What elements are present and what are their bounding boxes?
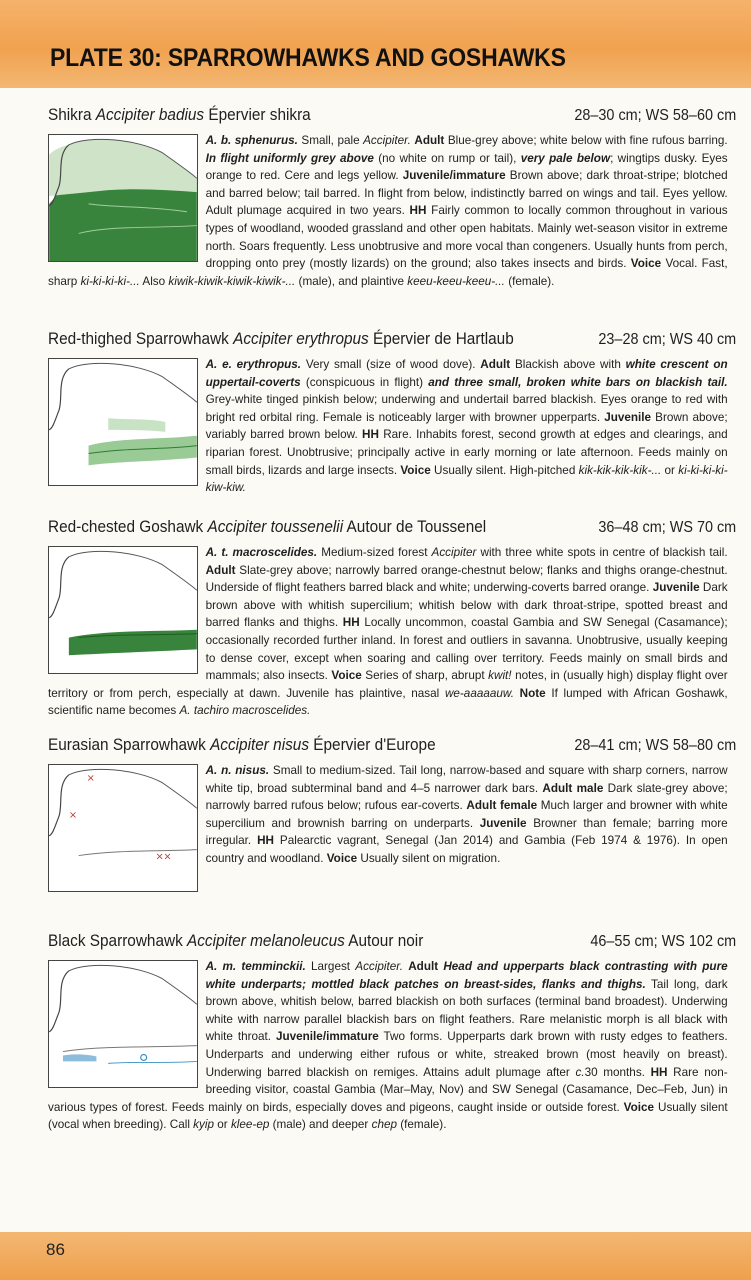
- size-measure: 46–55 cm; WS 102 cm: [590, 933, 737, 950]
- text-span: (male) and deeper: [269, 1117, 372, 1132]
- text-span: Largest: [305, 959, 356, 973]
- species-name: [48, 106, 311, 125]
- text-span: Usually silent (vocal when breeding). Call: [48, 1099, 728, 1132]
- approx-abbrev: c.: [575, 1064, 585, 1079]
- scientific-name: Accipiter nisus: [210, 736, 309, 754]
- french-name: Épervier shikra: [208, 106, 311, 124]
- text-span: or: [214, 1117, 231, 1132]
- text-span: Dark slate-grey above; narrowly barred rufous below; rufous ear-coverts.: [205, 780, 728, 813]
- subspecies-name: A. b. sphenurus.: [205, 133, 298, 147]
- text-span: If lumped with African Goshawk, scientific name becomes: [48, 685, 728, 718]
- page-number: 86: [46, 1240, 65, 1259]
- text-span: (male), and plaintive: [295, 273, 408, 288]
- entry-body: [48, 762, 738, 868]
- species-name: [48, 330, 514, 349]
- call-text: keeu-keeu-keeu-...: [407, 273, 505, 288]
- plate-title: PLATE 30: SPARROWHAWKS AND GOSHAWKS: [50, 44, 566, 72]
- juvenile-label: Juvenile: [652, 580, 700, 595]
- entry-heading: [48, 932, 736, 956]
- flight-feature: In flight uniformly grey above: [205, 150, 374, 165]
- text-span: Vocal. Fast, sharp: [48, 256, 728, 288]
- text-span: 30 months.: [584, 1064, 651, 1079]
- text-span: Blackish above with: [510, 357, 626, 371]
- species-entry-red-thighed-sparrowhawk: [48, 330, 738, 497]
- text-span: Tail long, dark brown above, whitish below, barred blackish on both surfaces (terminal band broadest). Underwing white with narrow parallel blackish bars on flight feathers. Rare melanistic morph is all black with white throat.: [205, 976, 728, 1044]
- call-text: ki-ki-ki-ki-...: [80, 273, 140, 288]
- subspecies-name: A. e. erythropus.: [205, 357, 302, 371]
- habitat-label: HH: [257, 833, 274, 848]
- alternate-scientific-name: A. tachiro macroscelides.: [179, 703, 311, 718]
- note-label: Note: [519, 685, 546, 700]
- call-text: kiwik-kiwik-kiwik-kiwik-...: [168, 273, 296, 288]
- adult-female-label: Adult female: [466, 798, 538, 813]
- subspecies-name: A. n. nisus.: [205, 763, 270, 777]
- svg-text:×: ×: [163, 851, 172, 863]
- juvenile-label: Juvenile: [479, 815, 527, 830]
- voice-label: Voice: [630, 256, 662, 271]
- adult-male-label: Adult male: [542, 780, 604, 795]
- habitat-label: HH: [342, 615, 360, 630]
- french-name: Autour de Toussenel: [346, 518, 487, 536]
- entry-body: [48, 356, 738, 497]
- species-entry-black-sparrowhawk: [48, 932, 738, 1134]
- text-span: Two forms. Upperparts dark brown with rusty edges to feathers. Underparts and underwing either rufous or white, streaked brown (most heavily on breast). Underwing barred blackish on remiges. Attains adult plumage after: [205, 1029, 728, 1079]
- habitat-label: HH: [650, 1064, 668, 1079]
- voice-label: Voice: [331, 668, 362, 683]
- juvenile-label: Juvenile/immature: [402, 168, 506, 183]
- common-name: Red-thighed Sparrowhawk: [48, 330, 229, 348]
- text-span: (no white on rump or tail),: [373, 150, 521, 165]
- text-span: Rare. Inhabits forest, second growth at edges and clearings, and riparian forest. Unobtrusive; principally active in early morning or late afternoon. Feeds mainly on small birds, lizards and large insects.: [205, 427, 728, 477]
- call-text: kik-kik-kik-kik-...: [578, 462, 662, 477]
- call-text: ki-ki-ki-ki-kiw-kiw.: [205, 462, 728, 495]
- species-description: [48, 544, 728, 720]
- french-name: Épervier d'Europe: [313, 736, 436, 754]
- adult-label: Adult: [408, 959, 439, 973]
- size-measure: 28–41 cm; WS 58–80 cm: [574, 737, 737, 754]
- species-description: [48, 958, 728, 1134]
- adult-label: Adult: [205, 562, 236, 577]
- text-span: Fairly common to locally common throughout in various types of woodland, wooded grassland and other open habitats. Mainly wet-season visitor in extreme north. Soars frequently. Less unobtrusive and more vocal than congeners. Usually hunts from perch, dropping onto prey (mostly lizards) on the ground; also takes insects and birds.: [205, 203, 728, 271]
- text-span: Series of sharp, abrupt: [361, 668, 489, 683]
- text-span: Locally uncommon, coastal Gambia and SW Senegal (Casamance); occasionally recorded further inland. In forest and outliers in savanna. Unobtrusive, usually keeping to dense cover, except when soaring and calling over territory. Feeds mainly on small birds and mammals; also insects.: [205, 615, 728, 683]
- subspecies-name: A. m. temminckii.: [205, 959, 306, 973]
- text-span: notes, in (usually high) display flight over territory or from perch, especially at dawn. Juvenile has plaintive, nasal: [48, 668, 728, 700]
- voice-label: Voice: [623, 1099, 655, 1114]
- juvenile-label: Juvenile: [604, 409, 652, 424]
- text-span: Brown above; dark throat-stripe; blotched and barred below; tail barred. In flight from below, indistinctly barred on wings and tail. Eyes yellow. Adult plumage acquired in two years.: [205, 168, 728, 218]
- text-span: or: [661, 462, 679, 477]
- flight-feature: very pale below: [520, 150, 611, 165]
- text-span: Small to medium-sized. Tail long, narrow-based and square with sharp corners, narrow white tip, broad subterminal band and 4–5 narrower dark bars.: [205, 763, 728, 795]
- call-text: we-aaaaauw.: [444, 685, 514, 700]
- scientific-name: Accipiter toussenelii: [207, 518, 344, 536]
- text-span: Also: [139, 273, 169, 288]
- call-text: kwit!: [488, 668, 512, 683]
- species-entry-eurasian-sparrowhawk: [48, 736, 738, 892]
- french-name: Épervier de Hartlaub: [372, 330, 514, 348]
- entry-heading: [48, 106, 736, 130]
- species-name: [48, 932, 423, 951]
- scientific-name: Accipiter erythropus: [233, 330, 369, 348]
- size-measure: 36–48 cm; WS 70 cm: [598, 519, 737, 536]
- svg-text:×: ×: [68, 810, 78, 822]
- entry-body: [48, 958, 738, 1134]
- text-span: Palearctic vagrant, Senegal (Jan 2014) and Gambia (Feb 1974 & 1976). In open country and woodland.: [205, 833, 728, 865]
- text-span: (conspicuous in flight): [300, 374, 429, 389]
- common-name: Black Sparrowhawk: [48, 932, 183, 950]
- species-description: [48, 132, 728, 290]
- text-span: Medium-sized forest: [317, 545, 432, 559]
- footer-band: [0, 1232, 751, 1280]
- species-name: [48, 736, 436, 755]
- species-description: [48, 762, 728, 868]
- text-span: (female).: [396, 1117, 447, 1132]
- entry-body: [48, 544, 738, 720]
- subspecies-name: A. t. macroscelides.: [205, 545, 318, 559]
- genus-name: Accipiter.: [355, 959, 404, 973]
- field-mark: white crescent on uppertail-coverts: [205, 357, 728, 389]
- common-name: Red-chested Goshawk: [48, 518, 204, 536]
- habitat-label: HH: [361, 427, 379, 442]
- entry-body: [48, 132, 738, 290]
- scientific-name: Accipiter melanoleucus: [187, 932, 345, 950]
- text-span: Small, pale: [297, 133, 364, 147]
- text-span: Usually silent. High-pitched: [430, 462, 579, 477]
- field-mark: and three small, broken white bars on blackish tail.: [428, 374, 728, 389]
- voice-label: Voice: [400, 462, 431, 477]
- french-name: Autour noir: [348, 932, 424, 950]
- text-span: Grey-white tinged pinkish below; underwing and undertail barred blackish. Eyes orange to red with bright red orbital ring. Female is noticeably larger with browner upperparts.: [205, 392, 728, 424]
- text-span: Brown above; variably barred brown below.: [205, 409, 728, 442]
- genus-name: Accipiter: [431, 545, 477, 559]
- entry-heading: [48, 518, 736, 542]
- habitat-label: HH: [409, 203, 427, 218]
- scientific-name: Accipiter badius: [95, 106, 205, 124]
- species-entry-shikra: [48, 106, 738, 290]
- text-span: Slate-grey above; narrowly barred orange-chestnut below; flanks and thighs orange-chestnut. Underside of flight feathers barred black and white; underwing-coverts barred orange.: [205, 562, 728, 595]
- text-span: Rare non-breeding visitor, coastal Gambia (Mar–May, Nov) and SW Senegal (Casamance, Dec–Feb, Jun) in various types of forest. Feeds mainly on birds, especially doves and pigeons, caught inside or outside forest.: [48, 1064, 728, 1114]
- svg-text:×: ×: [86, 772, 95, 784]
- size-measure: 23–28 cm; WS 40 cm: [598, 331, 737, 348]
- text-span: Usually silent on migration.: [357, 850, 501, 865]
- call-text: kyip: [193, 1117, 215, 1132]
- voice-label: Voice: [326, 850, 358, 865]
- entry-heading: [48, 330, 736, 354]
- text-span: Much larger and browner with white supercilium and brownish barring on underparts.: [205, 798, 728, 830]
- adult-label: Adult: [480, 357, 511, 371]
- genus-name: Accipiter.: [363, 133, 411, 147]
- species-entry-red-chested-goshawk: [48, 518, 738, 720]
- juvenile-label: Juvenile/immature: [275, 1029, 379, 1044]
- text-span: (female).: [504, 273, 555, 288]
- text-span: Browner than female; barring more irregular.: [205, 815, 728, 848]
- field-mark: Head and upperparts black contrasting with pure white underparts; mottled black patches on breast-sides, flanks and thighs.: [205, 959, 728, 991]
- call-text: chep: [371, 1117, 397, 1132]
- entry-heading: [48, 736, 736, 760]
- adult-label: Adult: [414, 133, 445, 147]
- call-text: klee-ep: [230, 1117, 270, 1132]
- text-span: ; wingtips dusky. Eyes orange to red. Cere and legs yellow.: [205, 150, 728, 183]
- text-span: Dark brown above with whitish supercilium; whitish below with dark throat-stripe, spotted breast and barred flanks and thighs.: [205, 580, 728, 630]
- common-name: Shikra: [48, 106, 92, 124]
- text-span: Very small (size of wood dove).: [301, 357, 481, 371]
- svg-text:×: ×: [155, 851, 164, 863]
- text-span: Blue-grey above; white below with fine rufous barring.: [444, 133, 728, 147]
- common-name: Eurasian Sparrowhawk: [48, 736, 206, 754]
- size-measure: 28–30 cm; WS 58–60 cm: [574, 107, 737, 124]
- species-description: [48, 356, 728, 497]
- text-span: with three white spots in centre of blackish tail.: [476, 545, 728, 559]
- species-name: [48, 518, 486, 537]
